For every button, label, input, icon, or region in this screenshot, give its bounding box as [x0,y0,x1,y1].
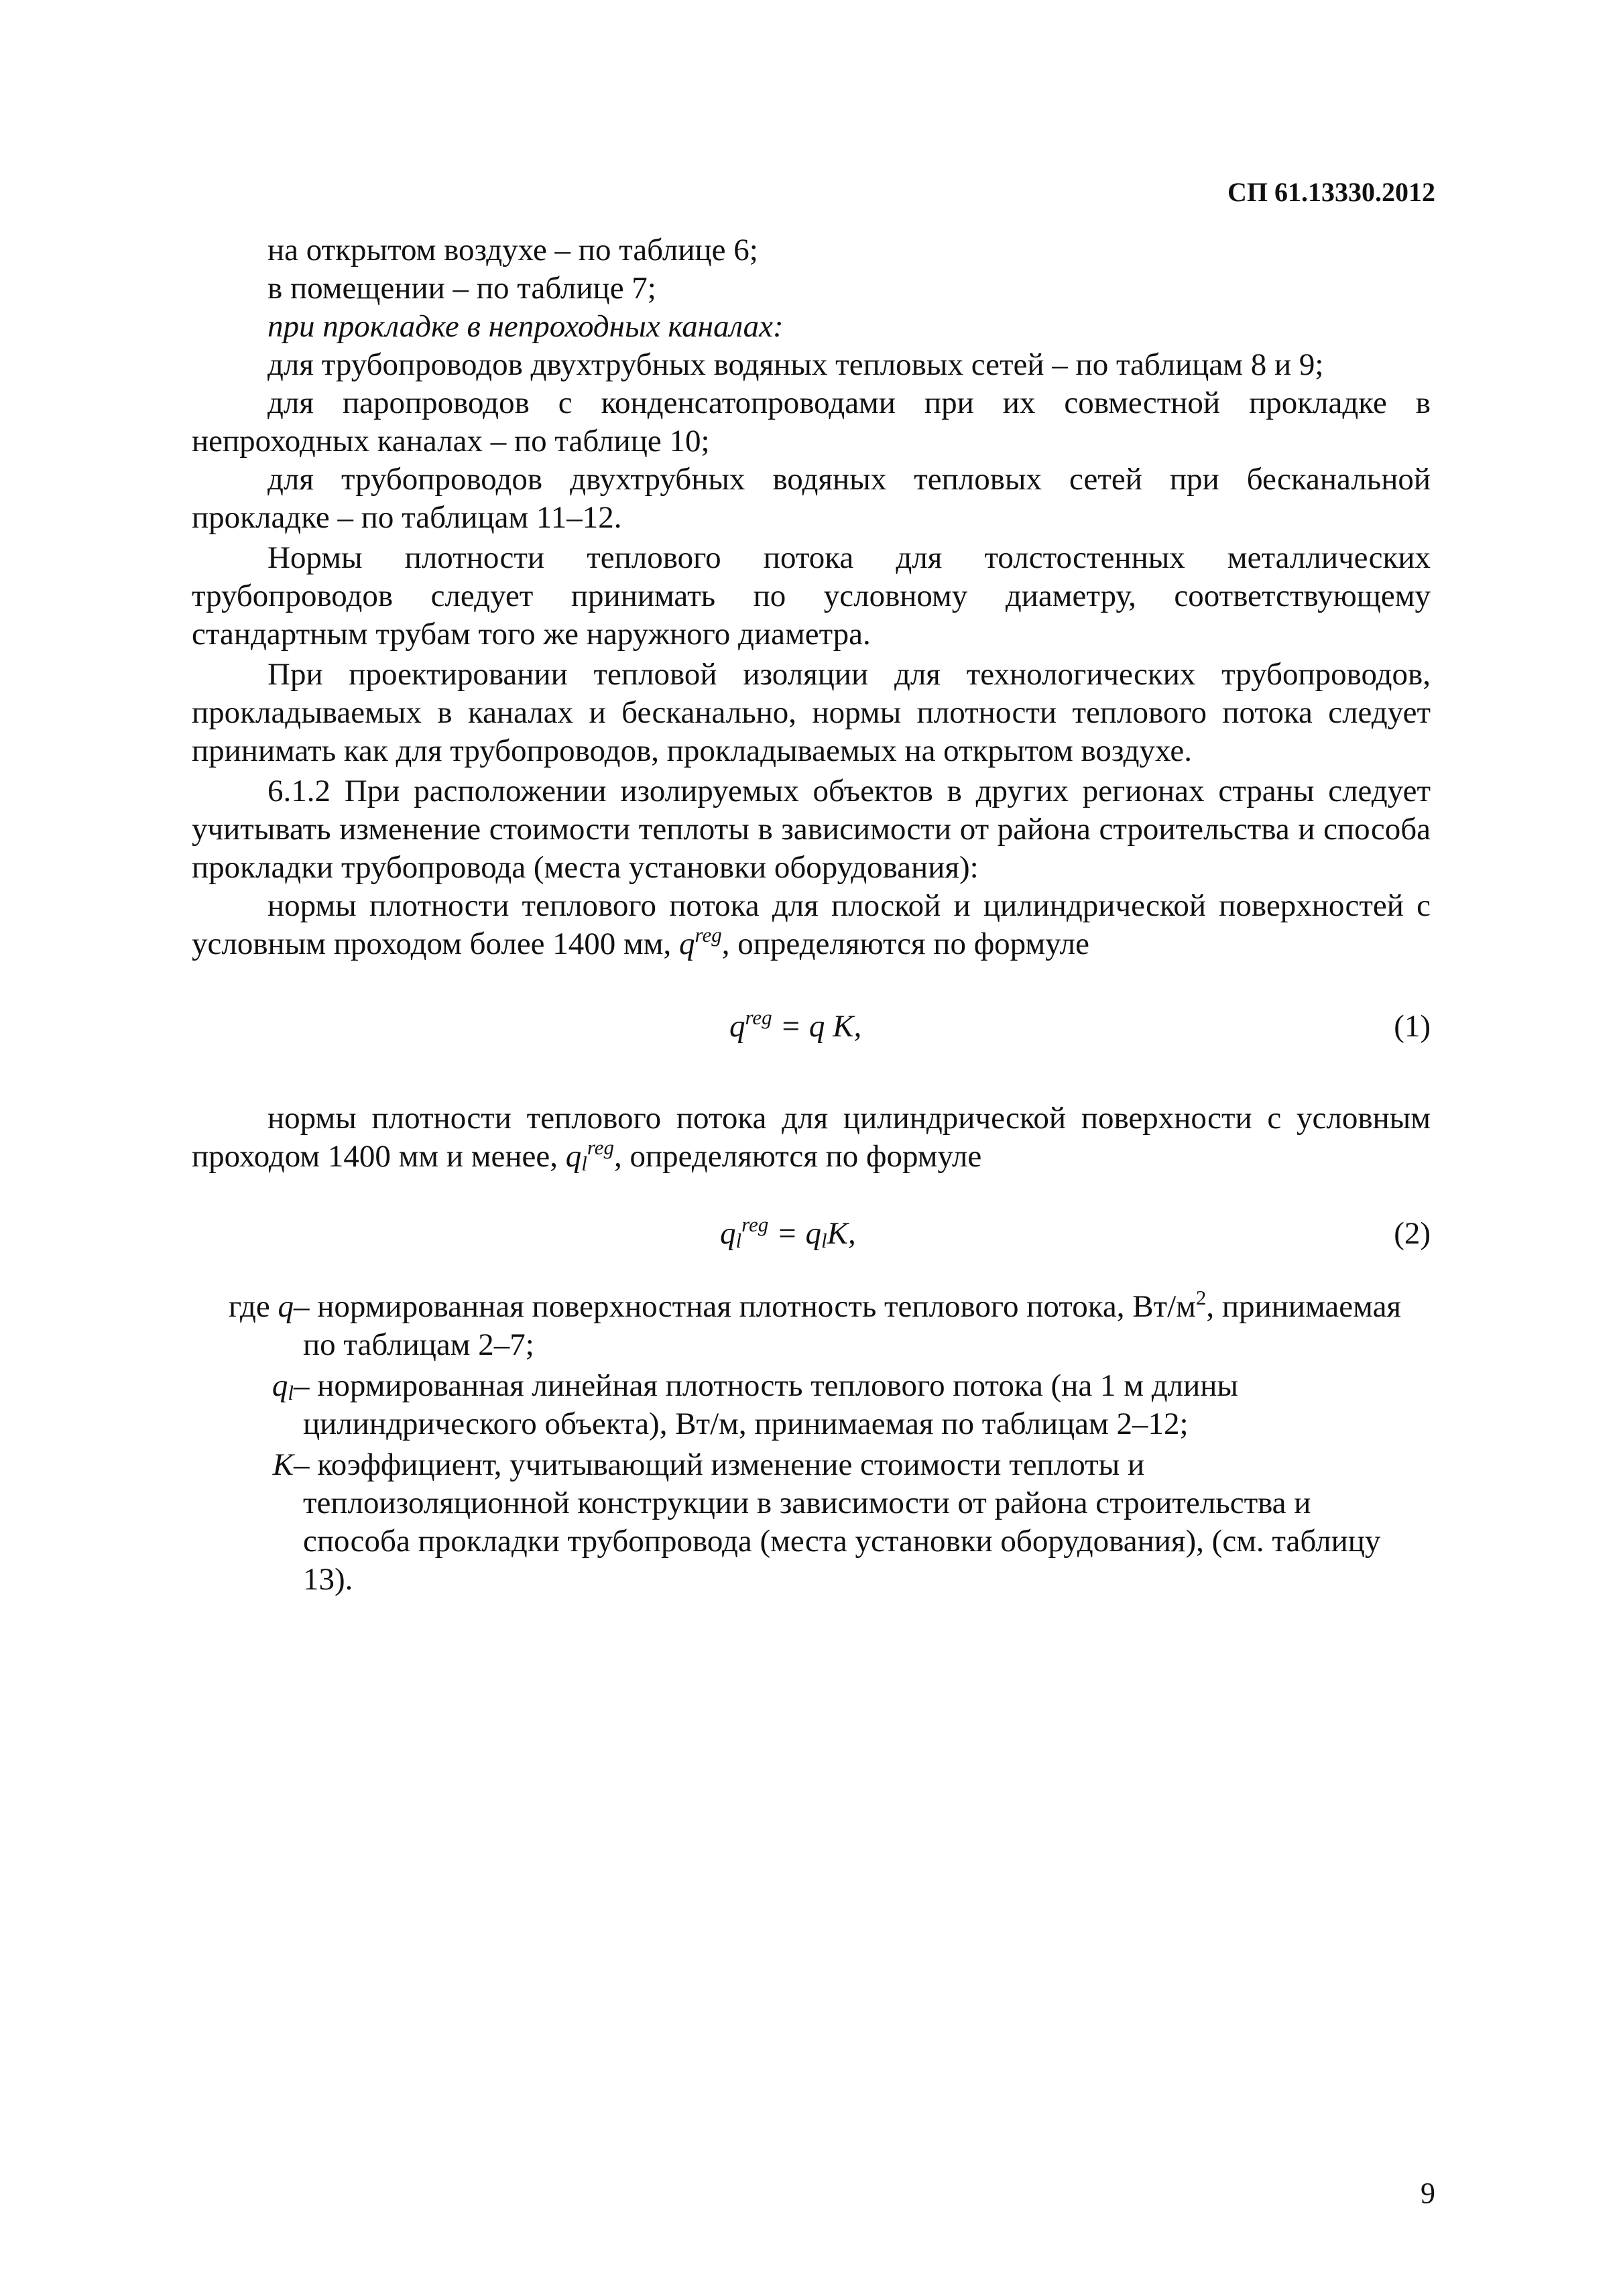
formula-2-number: (2) [1394,1216,1431,1251]
definition-text [294,1367,1431,1443]
paragraph-norms-flat [192,887,1431,963]
paragraph-norms-cylindrical [192,1099,1431,1176]
paragraph-open-air: на открытом воздухе – по таблице 6; [267,233,758,267]
definition-text-part: – нормированная линейная плотность теплового потока (на 1 м длины [294,1368,1238,1403]
formula-2-expression [720,1215,856,1253]
var-superscript: reg [695,923,722,947]
paragraph-text: нормы плотности теплового потока для цилиндрической поверхности с условным проходом 1400 мм и менее, [192,1101,1431,1174]
definition-symbol: K [272,1447,294,1482]
formula-subscript: l [735,1229,742,1252]
definition-text-part: – нормированная поверхностная плотность теплового потока, Вт/м [294,1289,1196,1324]
definition-q [192,1288,1431,1364]
where-lead: где [229,1289,278,1324]
paragraph-6-1-2: 6.1.2 При расположении изолируемых объектов в других регионах страны следует учитывать изменение стоимости теплоты в зависимости от района строительства и способа прокладки трубопровода (места установки оборудования): [192,774,1431,885]
var-base: q [565,1139,582,1174]
definition-label [192,1446,294,1599]
paragraph-channelless: для трубопроводов двухтрубных водяных тепловых сетей при бесканальной прокладке – по таблицам 11–12. [192,462,1431,535]
paragraph-text: , определяются по формуле [614,1139,982,1174]
definition-label [192,1288,294,1364]
definition-text [294,1288,1431,1364]
formula-1-number: (1) [1394,1009,1431,1044]
document-code: СП 61.13330.2012 [1227,177,1435,207]
definition-symbol [272,1368,294,1403]
paragraph-two-pipe: для трубопроводов двухтрубных водяных тепловых сетей – по таблицам 8 и 9; [267,347,1324,382]
var-subscript: l [581,1152,587,1175]
definition-continuation: по таблицам 2–7; [303,1327,534,1362]
paragraph-text: нормы плотности теплового потока для плоской и цилиндрической поверхностей с условным проходом более 1400 мм, [192,888,1431,961]
formula-1-expression [729,1008,861,1046]
formula-rhs-end: K, [827,1216,856,1251]
formula-symbol: q [729,1009,745,1044]
formula-superscript: reg [745,1006,772,1029]
document-body [192,231,1431,1602]
definition-continuation: теплоизоляционной конструкции в зависимости от района строительства и [303,1486,1311,1520]
definition-text [294,1446,1431,1599]
page-number: 9 [1421,2177,1435,2210]
definition-continuation: цилиндрического объекта), Вт/м, принимаемая по таблицам 2–12; [303,1406,1189,1441]
definition-text-part: , принимаемая [1206,1289,1402,1324]
formula-rhs: = q K, [772,1009,862,1044]
definition-label [192,1367,294,1443]
where-definitions [192,1288,1431,1599]
definition-superscript: 2 [1195,1286,1207,1309]
paragraph-technological: При проектировании тепловой изоляции для технологических трубопроводов, прокладываемых в каналах и бесканально, нормы плотности теплового потока следует принимать как для трубопроводов, прокладываемых на открытом воздухе. [192,657,1431,768]
definition-text-part: – коэффициент, учитывающий изменение стоимости теплоты и [294,1447,1145,1482]
inline-variable-qreg [679,923,722,961]
paragraph-thick-walled: Нормы плотности теплового потока для толстостенных металлических трубопроводов следует принимать по условному диаметру, соответствующему стандартным трубам того же наружного диаметра. [192,540,1431,652]
formula-subscript: l [821,1229,827,1252]
paragraph-steam-pipes: для паропроводов с конденсатопроводами при их совместной прокладке в непроходных каналах – по таблице 10; [192,385,1431,459]
var-superscript: reg [587,1136,615,1159]
paragraph-channel-heading: при прокладке в непроходных каналах: [267,309,784,344]
var-base: q [272,1368,288,1403]
formula-superscript: reg [741,1213,769,1236]
definition-ql [192,1367,1431,1443]
var-subscript: l [288,1381,294,1404]
formula-2 [192,1215,1431,1253]
formula-1 [192,1008,1431,1046]
inline-variable-qlreg [565,1136,615,1175]
paragraph-indoor: в помещении – по таблице 7; [267,271,656,306]
formula-rhs: = q [768,1216,822,1251]
paragraph-text: , определяются по формуле [721,926,1089,961]
formula-symbol: q [720,1216,736,1251]
definition-k [192,1446,1431,1599]
definition-symbol: q [278,1289,294,1324]
var-base: q [679,926,695,961]
definition-continuation: способа прокладки трубопровода (места установки оборудования), (см. таблицу 13). [303,1524,1381,1597]
